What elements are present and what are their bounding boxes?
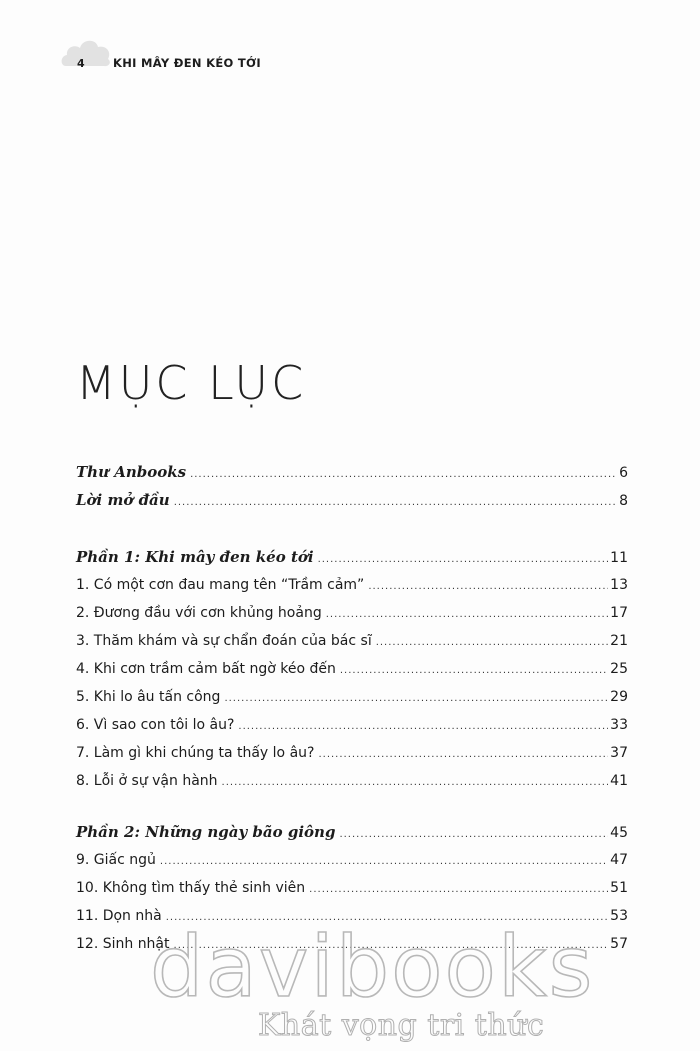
- dot-leader: [224, 689, 608, 709]
- dot-leader: [174, 493, 617, 513]
- toc-entry-label: 10. Không tìm thấy thẻ sinh viên: [76, 880, 306, 896]
- toc-entry: [76, 771, 628, 791]
- toc-entry-page: 21: [610, 633, 628, 649]
- toc-entry-letter: [76, 462, 628, 482]
- running-title: KHI MÂY ĐEN KÉO TỚI: [113, 56, 261, 70]
- toc-entry-label: Thư Anbooks: [76, 463, 187, 481]
- toc-entry: [76, 631, 628, 651]
- toc-entry-page: 8: [619, 493, 628, 509]
- toc-part-1: [76, 547, 628, 567]
- toc-entry: [76, 687, 628, 707]
- toc-entry-label: 7. Làm gì khi chúng ta thấy lo âu?: [76, 745, 315, 761]
- toc-entry-label: 3. Thăm khám và sự chẩn đoán của bác sĩ: [76, 633, 372, 649]
- toc-entry-page: 33: [610, 717, 628, 733]
- toc-entry-label: 2. Đương đầu với cơn khủng hoảng: [76, 605, 322, 621]
- dot-leader: [160, 852, 608, 872]
- toc-entry-label: Phần 1: Khi mây đen kéo tới: [76, 548, 314, 566]
- dot-leader: [318, 550, 609, 570]
- toc-entry-label: Phần 2: Những ngày bão giông: [76, 823, 336, 841]
- toc-entry-label: 1. Có một cơn đau mang tên “Trầm cảm”: [76, 577, 365, 593]
- watermark-brand: davibooks: [150, 918, 595, 1016]
- toc-entry-label: 8. Lỗi ở sự vận hành: [76, 773, 218, 789]
- toc-entry-page: 51: [610, 880, 628, 896]
- toc-entry: [76, 659, 628, 679]
- toc-entry-page: 11: [610, 550, 628, 566]
- toc-entry-page: 41: [610, 773, 628, 789]
- page-title: MỤC LỤC: [76, 356, 307, 410]
- toc-entry-page: 29: [610, 689, 628, 705]
- toc-entry: [76, 715, 628, 735]
- running-header: [77, 56, 261, 70]
- toc-entry-label: 5. Khi lo âu tấn công: [76, 689, 221, 705]
- toc-entry: [76, 743, 628, 763]
- toc-entry-page: 37: [610, 745, 628, 761]
- toc-entry: [76, 603, 628, 623]
- toc-entry-page: 25: [610, 661, 628, 677]
- dot-leader: [376, 633, 608, 653]
- toc-entry-label: 9. Giấc ngủ: [76, 852, 156, 868]
- toc-entry: [76, 878, 628, 898]
- toc-entry-label: 4. Khi cơn trầm cảm bất ngờ kéo đến: [76, 661, 336, 677]
- toc-entry: [76, 575, 628, 595]
- toc-entry-label: Lời mở đầu: [76, 491, 170, 509]
- toc-entry-preface: [76, 490, 628, 510]
- dot-leader: [340, 661, 608, 681]
- toc-entry-label: 6. Vì sao con tôi lo âu?: [76, 717, 235, 733]
- dot-leader: [190, 465, 617, 485]
- dot-leader: [309, 880, 608, 900]
- toc-entry-label: 12. Sinh nhật: [76, 936, 170, 952]
- watermark-tagline: Khát vọng tri thức: [258, 1008, 545, 1043]
- dot-leader: [318, 745, 608, 765]
- toc-entry-page: 45: [610, 825, 628, 841]
- dot-leader: [222, 773, 609, 793]
- toc-entry-page: 57: [610, 936, 628, 952]
- toc-entry-page: 13: [610, 577, 628, 593]
- toc-entry-page: 47: [610, 852, 628, 868]
- toc-entry-page: 17: [610, 605, 628, 621]
- toc-entry-label: 11. Dọn nhà: [76, 908, 162, 924]
- dot-leader: [368, 577, 608, 597]
- dot-leader: [326, 605, 608, 625]
- dot-leader: [339, 825, 608, 845]
- toc-entry-page: 6: [619, 465, 628, 481]
- toc-part-2: [76, 822, 628, 842]
- toc-entry: [76, 850, 628, 870]
- dot-leader: [238, 717, 608, 737]
- page-number: 4: [77, 57, 85, 70]
- toc-entry-page: 53: [610, 908, 628, 924]
